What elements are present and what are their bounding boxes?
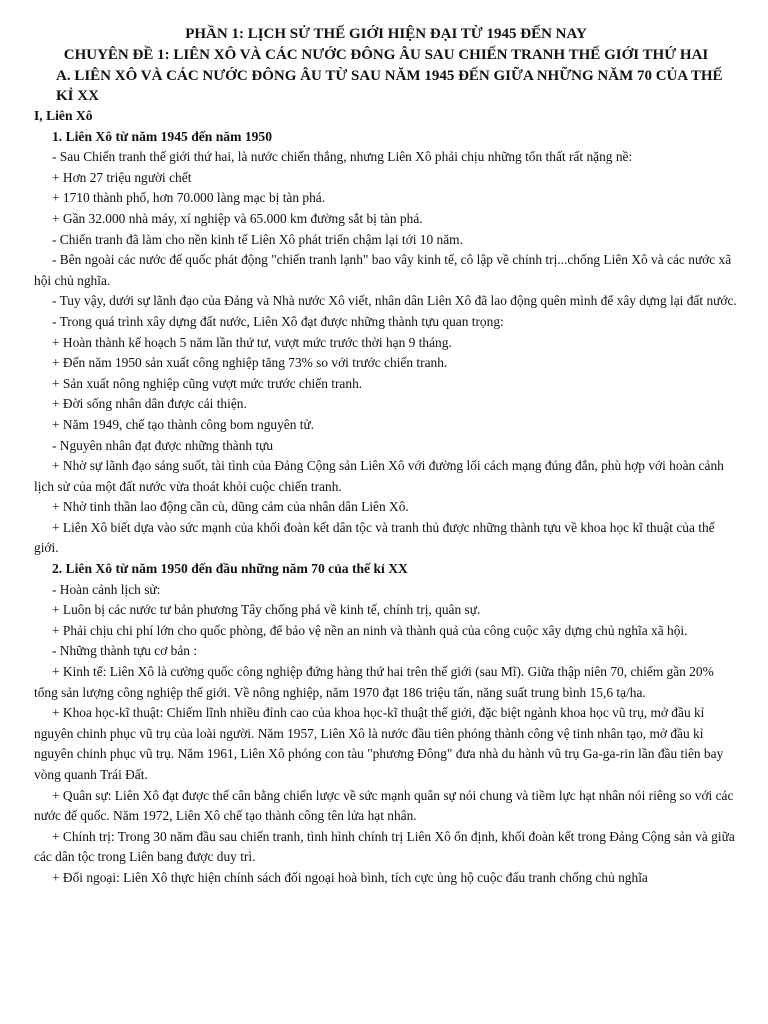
paragraph: + Sản xuất nông nghiệp cũng vượt mức trước chiến tranh. bbox=[52, 375, 363, 391]
paragraph: + Đời sống nhân dân được cải thiện. bbox=[52, 396, 247, 412]
paragraph: + Đến năm 1950 sản xuất công nghiệp tăng 73% so với trước chiến tranh. bbox=[52, 355, 448, 371]
paragraph: + Phải chịu chi phí lớn cho quốc phòng, để bảo vệ nền an ninh và thành quả của công cuộc xây dựng chủ nghĩa xã hội. bbox=[52, 622, 688, 638]
paragraph: + Khoa học-kĩ thuật: Chiếm lĩnh nhiều đỉnh cao của khoa học-kĩ thuật thế giới, đặc biệt ngành khoa học vũ trụ, mở đầu kỉ nguyên chinh phục vũ trụ của loài người. Năm 1957, Liên Xô là nước đầu tiên phóng thành công vệ tinh nhân tạo, mở đầu kỉ nguyên chinh phục vũ trụ. Năm 1961, Liên Xô phóng con tàu "phương Đông" đưa nhà du hành vũ trụ Ga-ga-rin lần đầu tiên bay vòng quanh Trái Đất. bbox=[34, 705, 724, 782]
paragraph: + Gần 32.000 nhà máy, xí nghiệp và 65.000 km đường sắt bị tàn phá. bbox=[52, 210, 423, 226]
subheading-2: 2. Liên Xô từ năm 1950 đến đầu những năm 70 của thế kỉ XX bbox=[52, 561, 408, 577]
paragraph: + Nhờ sự lãnh đạo sáng suốt, tài tình của Đảng Cộng sản Liên Xô với đường lối cách mạng đúng đắn, phù hợp với hoàn cảnh lịch sử của một đất nước vừa thoát khỏi cuộc chiến tranh. bbox=[34, 458, 724, 494]
paragraph: - Tuy vậy, dưới sự lãnh đạo của Đảng và Nhà nước Xô viết, nhân dân Liên Xô đã lao động quên mình để xây dựng lại đất nước. bbox=[52, 293, 737, 309]
paragraph: + Nhờ tinh thần lao động cần cù, dũng cảm của nhân dân Liên Xô. bbox=[52, 499, 409, 515]
subheading-1: 1. Liên Xô từ năm 1945 đến năm 1950 bbox=[52, 128, 273, 144]
paragraph: + Hoàn thành kế hoạch 5 năm lần thứ tư, vượt mức trước thời hạn 9 tháng. bbox=[52, 334, 452, 350]
paragraph: + Kinh tế: Liên Xô là cường quốc công nghiệp đứng hàng thứ hai trên thế giới (sau Mĩ). Giữa thập niên 70, chiếm gần 20% tổng sản lượng công nghiệp thế giới. Về nông nghiệp, năm 1970 đạt 186 triệu tấn, năng suất trung bình 15,6 tạ/ha. bbox=[34, 664, 714, 700]
topic-title: CHUYÊN ĐỀ 1: LIÊN XÔ VÀ CÁC NƯỚC ĐÔNG ÂU SAU CHIẾN TRANH THẾ GIỚI THỨ HAI bbox=[63, 47, 709, 63]
paragraph: - Bên ngoài các nước đế quốc phát động "chiến tranh lạnh" bao vây kinh tế, cô lập về chính trị...chống Liên Xô và các nước xã hội chủ nghĩa. bbox=[34, 252, 732, 288]
paragraph: + Quân sự: Liên Xô đạt được thế cân bằng chiến lược về sức mạnh quân sự nói chung và tiềm lực hạt nhân nói riêng so với các nước đế quốc. Năm 1972, Liên Xô chế tạo thành công tên lửa hạt nhân. bbox=[34, 787, 734, 824]
section-heading-1: I, Liên Xô bbox=[34, 108, 93, 123]
paragraph: - Sau Chiến tranh thế giới thứ hai, là nước chiến thắng, nhưng Liên Xô phải chịu những tổn thất rất nặng nề: bbox=[52, 149, 633, 165]
paragraph: - Những thành tựu cơ bản : bbox=[52, 643, 198, 659]
paragraph: - Nguyên nhân đạt được những thành tựu bbox=[52, 437, 274, 453]
document-page bbox=[34, 24, 738, 889]
paragraph: + Năm 1949, chế tạo thành công bom nguyên tử. bbox=[52, 416, 315, 432]
paragraph: + Liên Xô biết dựa vào sức mạnh của khối đoàn kết dân tộc và tranh thủ được những thành tựu về khoa học kĩ thuật của thế giới. bbox=[34, 519, 715, 556]
heading-a: A. LIÊN XÔ VÀ CÁC NƯỚC ĐÔNG ÂU TỪ SAU NĂM 1945 ĐẾN GIỮA NHỮNG NĂM 70 CỦA THẾ KỈ XX bbox=[56, 68, 723, 104]
paragraph: + Hơn 27 triệu người chết bbox=[52, 169, 192, 185]
section-1-body bbox=[34, 147, 738, 559]
paragraph: + 1710 thành phố, hơn 70.000 làng mạc bị tàn phá. bbox=[52, 190, 326, 206]
paragraph: + Chính trị: Trong 30 năm đầu sau chiến tranh, tình hình chính trị Liên Xô ổn định, khối đoàn kết trong Đảng Cộng sản và giữa các dân tộc trong Liên bang được duy trì. bbox=[34, 828, 735, 865]
paragraph: - Hoàn cảnh lịch sử: bbox=[52, 581, 161, 597]
paragraph: + Đối ngoại: Liên Xô thực hiện chính sách đối ngoại hoà bình, tích cực ủng hộ cuộc đấu tranh chống chủ nghĩa bbox=[52, 869, 648, 885]
paragraph: - Chiến tranh đã làm cho nền kinh tế Liên Xô phát triển chậm lại tới 10 năm. bbox=[52, 231, 463, 247]
paragraph: + Luôn bị các nước tư bản phương Tây chống phá về kinh tế, chính trị, quân sự. bbox=[52, 602, 481, 618]
part-title: PHẦN 1: LỊCH SỬ THẾ GIỚI HIỆN ĐẠI TỪ 1945 ĐẾN NAY bbox=[185, 26, 587, 42]
paragraph: - Trong quá trình xây dựng đất nước, Liên Xô đạt được những thành tựu quan trọng: bbox=[52, 313, 504, 329]
section-2-body bbox=[34, 580, 738, 889]
